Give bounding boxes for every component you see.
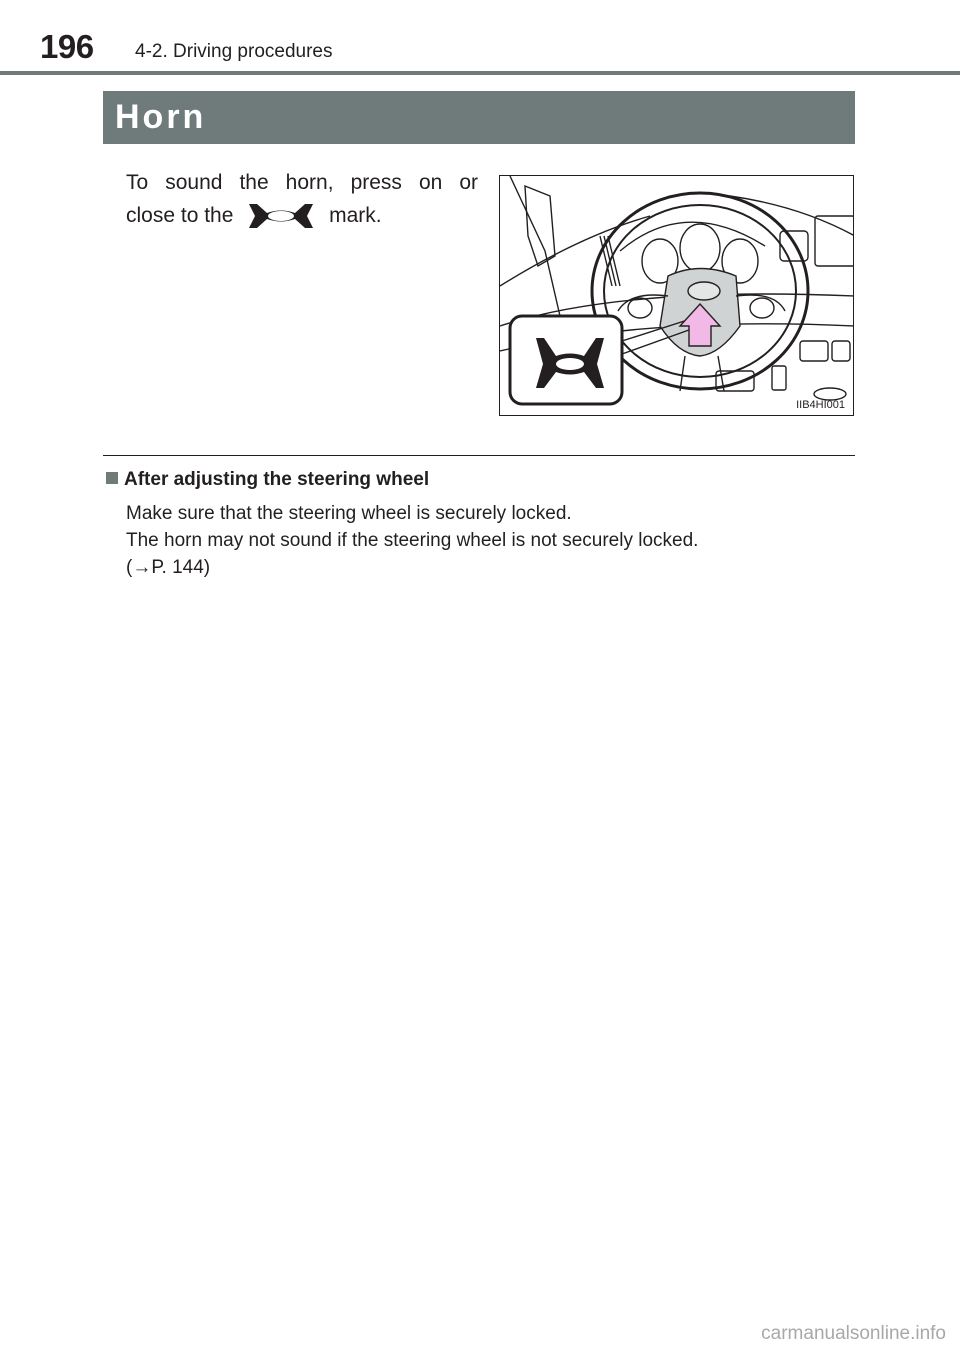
intro-line-2 (126, 199, 478, 232)
steering-wheel-illustration (499, 175, 854, 416)
figure-code: IIB4HI001 (796, 399, 845, 411)
square-bullet-icon (106, 472, 118, 484)
section-title: Horn (115, 98, 207, 136)
breadcrumb: 4-2. Driving procedures (135, 41, 333, 62)
page-number: 196 (40, 28, 94, 65)
note-heading-text: After adjusting the steering wheel (124, 469, 430, 490)
section-title-bar (103, 91, 855, 144)
note-line: The horn may not sound if the steering wheel is not securely locked. (126, 530, 699, 551)
note-body (126, 500, 698, 581)
horn-icon (245, 202, 317, 230)
note-line: Make sure that the steering wheel is securely locked. (126, 503, 572, 524)
illustration-drawing (500, 176, 854, 416)
intro-line-2-before: close to the (126, 204, 234, 227)
intro-line-2-after: mark. (329, 204, 382, 227)
page-reference-link[interactable]: (→P. 144) (126, 557, 211, 578)
watermark: carmanualsonline.info (761, 1323, 946, 1344)
intro-line-1: To sound the horn, press on or (126, 171, 478, 194)
intro-text (126, 166, 478, 232)
section-divider (103, 455, 855, 456)
header-rule (0, 71, 960, 75)
note-heading (106, 469, 429, 491)
